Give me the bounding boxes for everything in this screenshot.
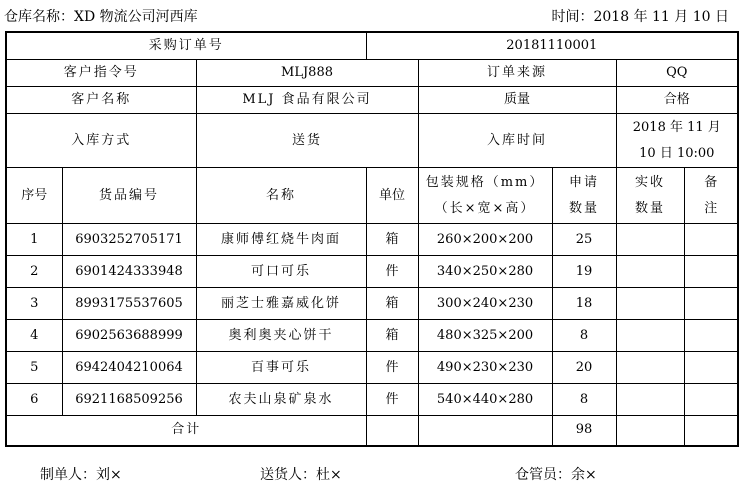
column-header-row <box>6 168 738 224</box>
cell-qty: 8 <box>552 384 616 416</box>
col-apply-header <box>552 168 616 224</box>
cell-name: 农夫山泉矿泉水 <box>196 384 366 416</box>
warehouse-name <box>4 6 198 26</box>
inbound-method-value: 送货 <box>196 114 418 168</box>
po-label: 采购订单号 <box>6 32 366 60</box>
table-row <box>6 288 738 320</box>
date-label: 时间： <box>551 9 594 25</box>
quality-value: 合格 <box>616 87 738 114</box>
client-name-row <box>6 87 738 114</box>
cell-name: 丽芝士雅嘉威化饼 <box>196 288 366 320</box>
inbound-method-label: 入库方式 <box>6 114 196 168</box>
cell-spec: 490×230×230 <box>418 352 552 384</box>
cell-name: 百事可乐 <box>196 352 366 384</box>
total-note-empty <box>684 416 738 446</box>
total-row <box>6 416 738 446</box>
cell-spec: 300×240×230 <box>418 288 552 320</box>
col-spec-header <box>418 168 552 224</box>
col-note-line1: 备 <box>704 174 718 190</box>
col-apply-line2: 数量 <box>569 200 600 216</box>
col-actual-line2: 数量 <box>635 200 666 216</box>
inbound-time-label: 入库时间 <box>418 114 616 168</box>
cell-qty: 19 <box>552 256 616 288</box>
total-label: 合计 <box>6 416 366 446</box>
maker-signature: 制单人：刘× <box>40 467 122 483</box>
col-spec-line2: （长×宽×高） <box>434 200 536 216</box>
cell-spec: 480×325×200 <box>418 320 552 352</box>
col-index-header: 序号 <box>6 168 62 224</box>
total-actual-empty <box>616 416 684 446</box>
cell-name: 奥利奥夹心饼干 <box>196 320 366 352</box>
cell-index: 6 <box>6 384 62 416</box>
warehouse-value: XD 物流公司河西库 <box>74 9 198 25</box>
form-date <box>551 6 729 26</box>
quality-label: 质量 <box>418 87 616 114</box>
col-code-header: 货品编号 <box>62 168 196 224</box>
cell-actual <box>616 256 684 288</box>
table-row <box>6 352 738 384</box>
col-name-header: 名称 <box>196 168 366 224</box>
cell-actual <box>616 224 684 256</box>
cell-index: 5 <box>6 352 62 384</box>
cell-note <box>684 320 738 352</box>
total-qty: 98 <box>552 416 616 446</box>
cell-code: 8993175537605 <box>62 288 196 320</box>
table-row <box>6 384 738 416</box>
warehouse-label: 仓库名称： <box>4 9 74 25</box>
cell-code: 6902563688999 <box>62 320 196 352</box>
col-note-header <box>684 168 738 224</box>
client-name-label: 客户名称 <box>6 87 196 114</box>
cell-spec: 540×440×280 <box>418 384 552 416</box>
total-spec-empty <box>418 416 552 446</box>
order-source-value: QQ <box>616 60 738 87</box>
cell-spec: 340×250×280 <box>418 256 552 288</box>
cell-qty: 25 <box>552 224 616 256</box>
cell-index: 1 <box>6 224 62 256</box>
cell-unit: 箱 <box>366 320 418 352</box>
date-value: 2018 年 11 月 10 日 <box>593 9 729 25</box>
inbound-time-line1: 2018 年 11 月 <box>632 119 721 135</box>
cell-unit: 件 <box>366 256 418 288</box>
order-source-label: 订单来源 <box>418 60 616 87</box>
cell-code: 6942404210064 <box>62 352 196 384</box>
col-actual-line1: 实收 <box>635 174 666 190</box>
cell-code: 6903252705171 <box>62 224 196 256</box>
cell-note <box>684 256 738 288</box>
inbound-row <box>6 114 738 168</box>
cell-unit: 箱 <box>366 288 418 320</box>
cell-code: 6901424333948 <box>62 256 196 288</box>
cell-actual <box>616 320 684 352</box>
inbound-time-line2: 10 日 10:00 <box>639 145 715 161</box>
col-unit-header: 单位 <box>366 168 418 224</box>
cell-index: 3 <box>6 288 62 320</box>
cell-unit: 件 <box>366 384 418 416</box>
col-apply-line1: 申请 <box>569 174 600 190</box>
client-cmd-label: 客户指令号 <box>6 60 196 87</box>
inbound-order-table <box>5 31 739 447</box>
cell-unit: 件 <box>366 352 418 384</box>
cell-note <box>684 288 738 320</box>
cell-note <box>684 352 738 384</box>
client-cmd-row <box>6 60 738 87</box>
total-unit-empty <box>366 416 418 446</box>
sender-signature: 送货人：杜× <box>260 467 342 483</box>
col-spec-line1: 包装规格（mm） <box>425 174 545 190</box>
inbound-time-value <box>616 114 738 168</box>
cell-actual <box>616 352 684 384</box>
cell-index: 2 <box>6 256 62 288</box>
cell-qty: 18 <box>552 288 616 320</box>
cell-name: 可口可乐 <box>196 256 366 288</box>
cell-actual <box>616 384 684 416</box>
cell-note <box>684 224 738 256</box>
cell-name: 康师傅红烧牛肉面 <box>196 224 366 256</box>
cell-index: 4 <box>6 320 62 352</box>
cell-actual <box>616 288 684 320</box>
cell-spec: 260×200×200 <box>418 224 552 256</box>
keeper-signature: 仓管员：余× <box>515 467 597 483</box>
cell-qty: 8 <box>552 320 616 352</box>
client-name-value: MLJ 食品有限公司 <box>196 87 418 114</box>
cell-unit: 箱 <box>366 224 418 256</box>
cell-note <box>684 384 738 416</box>
table-row <box>6 224 738 256</box>
cell-code: 6921168509256 <box>62 384 196 416</box>
po-value: 20181110001 <box>366 32 738 60</box>
table-row <box>6 320 738 352</box>
client-cmd-value: MLJ888 <box>196 60 418 87</box>
table-row <box>6 256 738 288</box>
col-note-line2: 注 <box>704 200 718 216</box>
po-row <box>6 32 738 60</box>
col-actual-header <box>616 168 684 224</box>
cell-qty: 20 <box>552 352 616 384</box>
